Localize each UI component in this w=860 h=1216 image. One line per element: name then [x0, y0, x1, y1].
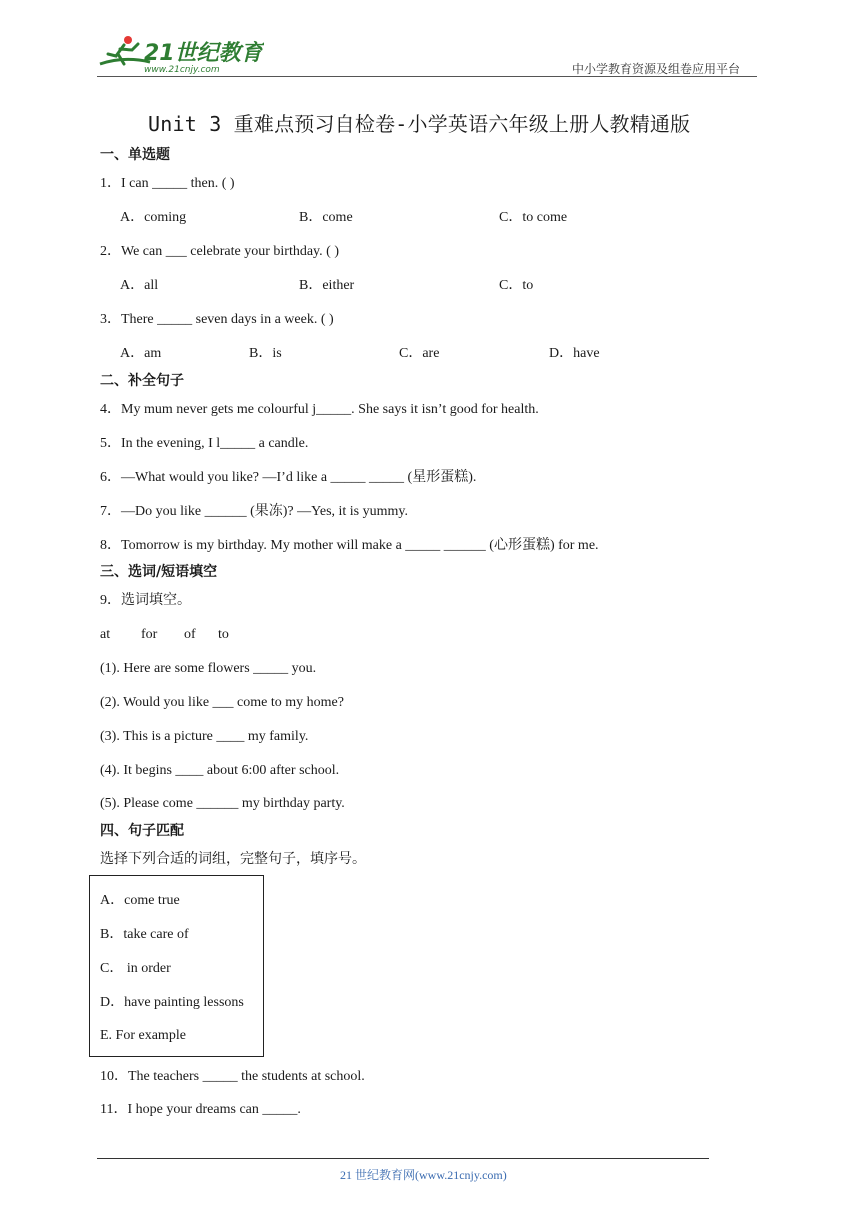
question-8: 8．Tomorrow is my birthday. My mother will make a _____ ______ (心形蛋糕) for me.: [100, 538, 599, 553]
question-9-stem: 9．选词填空。: [100, 593, 191, 608]
match-option-c: C． in order: [100, 961, 171, 976]
question-3-option-d[interactable]: D．have: [549, 346, 600, 361]
footer-text[interactable]: 21 世纪教育网(www.21cnjy.com): [340, 1168, 507, 1182]
question-9-item-4: (4). It begins ____ about 6:00 after school.: [100, 763, 340, 778]
logo-url: www.21cnjy.com: [144, 65, 220, 75]
logo: [94, 34, 264, 76]
header-platform-text: 中小学教育资源及组卷应用平台: [572, 62, 741, 76]
footer-divider: [97, 1158, 709, 1159]
header-divider: [97, 76, 757, 77]
question-1-option-c[interactable]: C．to come: [499, 210, 568, 225]
question-1-option-a[interactable]: A．coming: [120, 210, 187, 225]
question-3-option-c[interactable]: C．are: [399, 346, 440, 361]
section-heading-complete-sentences: 二、补全句子: [100, 373, 184, 389]
question-2-option-b[interactable]: B．either: [299, 278, 355, 293]
question-9-item-1: (1). Here are some flowers _____ you.: [100, 661, 317, 676]
match-option-a: A．come true: [100, 893, 180, 908]
question-3-option-b[interactable]: B．is: [249, 346, 282, 361]
question-2-stem: 2．We can ___ celebrate your birthday. ( ): [100, 244, 339, 259]
question-9-item-3: (3). This is a picture ____ my family.: [100, 729, 309, 744]
word-bank-item: at: [100, 627, 111, 642]
section-heading-single-choice: 一、单选题: [100, 147, 170, 163]
question-5: 5．In the evening, I l_____ a candle.: [100, 436, 309, 451]
match-option-d: D．have painting lessons: [100, 995, 244, 1010]
logo-text: 21世纪教育: [144, 41, 263, 66]
question-3-option-a[interactable]: A．am: [120, 346, 162, 361]
page-title: Unit 3 重难点预习自检卷-小学英语六年级上册人教精通版: [148, 112, 691, 136]
question-1-option-b[interactable]: B．come: [299, 210, 353, 225]
section-heading-word-fill: 三、选词/短语填空: [100, 564, 218, 580]
match-option-e: E. For example: [100, 1028, 186, 1043]
question-7: 7．—Do you like ______ (果冻)? —Yes, it is yummy.: [100, 504, 408, 519]
question-4: 4．My mum never gets me colourful j_____. She says it isn’t good for health.: [100, 402, 539, 417]
question-2-option-c[interactable]: C．to: [499, 278, 534, 293]
section-heading-sentence-matching: 四、句子匹配: [100, 823, 184, 839]
matching-instruction: 选择下列合适的词组，完整句子，填序号。: [100, 852, 366, 867]
question-6: 6．—What would you like? —I’d like a _____ _____ (星形蛋糕).: [100, 470, 477, 485]
question-9-item-2: (2). Would you like ___ come to my home?: [100, 695, 344, 710]
runner-logo-icon: [94, 34, 264, 76]
word-bank-item: to: [218, 627, 229, 642]
match-option-b: B．take care of: [100, 927, 189, 942]
question-11: 11．I hope your dreams can _____.: [100, 1102, 301, 1117]
question-10: 10．The teachers _____ the students at school.: [100, 1069, 365, 1084]
question-2-option-a[interactable]: A．all: [120, 278, 159, 293]
question-3-stem: 3．There _____ seven days in a week. ( ): [100, 312, 334, 327]
word-bank-item: for: [141, 627, 158, 642]
word-bank-item: of: [184, 627, 196, 642]
question-1-stem: 1．I can _____ then. ( ): [100, 176, 235, 191]
question-9-item-5: (5). Please come ______ my birthday party.: [100, 796, 345, 811]
